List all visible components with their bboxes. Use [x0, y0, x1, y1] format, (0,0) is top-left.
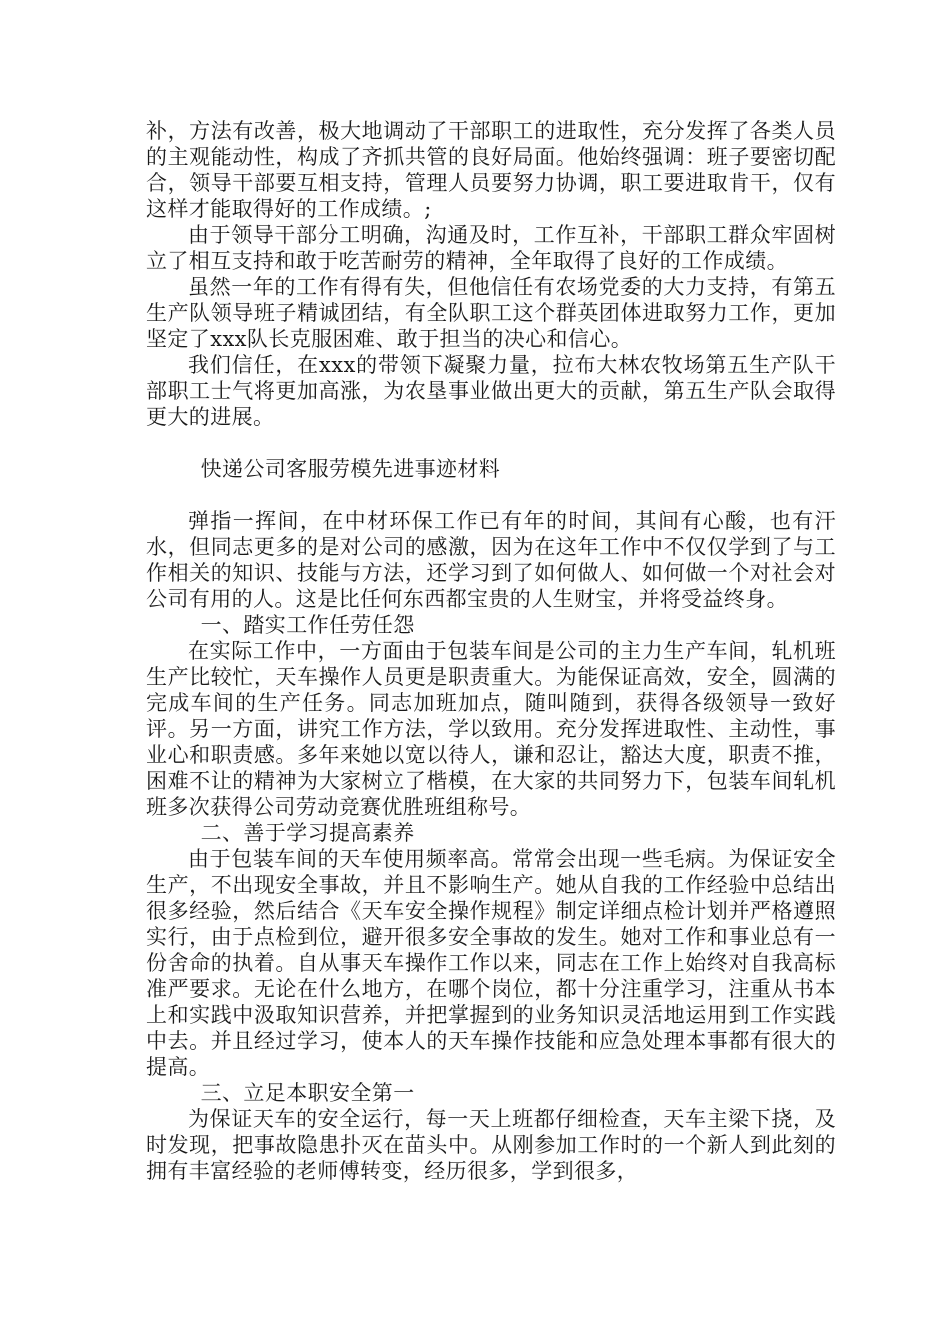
paragraph-continuation: 补，方法有改善，极大地调动了干部职工的进取性，充分发挥了各类人员的主观能动性，构成了齐抓共管的良好局面。他始终强调：班子要密切配合，领导干部要互相支持，管理人员要努力协调，职工要进取肯干，仅有这样才能取得好的工作成绩。; — [146, 119, 836, 221]
document-page — [146, 118, 836, 1184]
section-body-2: 由于包装车间的天车使用频率高。常常会出现一些毛病。为保证安全生产，不出现安全事故，并且不影响生产。她从自我的工作经验中总结出很多经验，然后结合《天车安全操作规程》制定详细点检计划并严格遵照实行，由于点检到位，避开很多安全事故的发生。她对工作和事业总有一份舍命的执着。自从事天车操作工作以来，同志在工作上始终对自我高标准严要求。无论在什么地方，在哪个岗位，都十分注重学习，注重从书本上和实践中汲取知识营养，并把掌握到的业务知识灵活地运用到工作实践中去。并且经过学习，使本人的天车操作技能和应急处理本事都有很大的提高。 — [146, 847, 836, 1079]
paragraph-intro: 弹指一挥间，在中材环保工作已有年的时间，其间有心酸，也有汗水，但同志更多的是对公司的感激，因为在这年工作中不仅仅学到了与工作相关的知识、技能与方法，还学习到了如何做人、如何做一个对社会对公司有用的人。这是比任何东西都宝贵的人生财宝，并将受益终身。 — [146, 509, 836, 611]
section-heading-3: 三、立足本职安全第一 — [200, 1081, 415, 1105]
paragraph-division-of-work: 由于领导干部分工明确，沟通及时，工作互补，干部职工群众牢固树立了相互支持和敢于吃苦耐劳的精神，全年取得了良好的工作成绩。 — [146, 223, 836, 273]
section-body-1: 在实际工作中，一方面由于包装车间是公司的主力生产车间，轧机班生产比较忙，天车操作人员更是职责重大。为能保证高效，安全，圆满的完成车间的生产任务。同志加班加点，随叫随到，获得各级领导一致好评。另一方面，讲究工作方法，学以致用。充分发挥进取性、主动性，事业心和职责感。多年来她以宽以待人，谦和忍让，豁达大度，职责不推，困难不让的精神为大家树立了楷模，在大家的共同努力下，包装车间轧机班多次获得公司劳动竞赛优胜班组称号。 — [146, 639, 836, 819]
spacer — [146, 430, 836, 456]
section-heading-2: 二、善于学习提高素养 — [200, 821, 415, 845]
section-heading-1: 一、踏实工作任劳任怨 — [200, 613, 415, 637]
document-title: 快递公司客服劳模先进事迹材料 — [200, 457, 501, 481]
spacer — [146, 482, 836, 508]
paragraph-trust: 我们信任，在xxx的带领下凝聚力量，拉布大林农牧场第五生产队干部职工士气将更加高涨，为农垦事业做出更大的贡献，第五生产队会取得更大的进展。 — [146, 353, 836, 429]
section-body-3: 为保证天车的安全运行，每一天上班都仔细检查，天车主梁下挠，及时发现，把事故隐患扑灭在苗头中。从刚参加工作时的一个新人到此刻的拥有丰富经验的老师傅转变，经历很多，学到很多， — [146, 1107, 836, 1183]
paragraph-gains-and-losses: 虽然一年的工作有得有失，但他信任有农场党委的大力支持，有第五生产队领导班子精诚团结，有全队职工这个群英团体进取努力工作，更加坚定了xxx队长克服困难、敢于担当的决心和信心。 — [146, 275, 836, 351]
